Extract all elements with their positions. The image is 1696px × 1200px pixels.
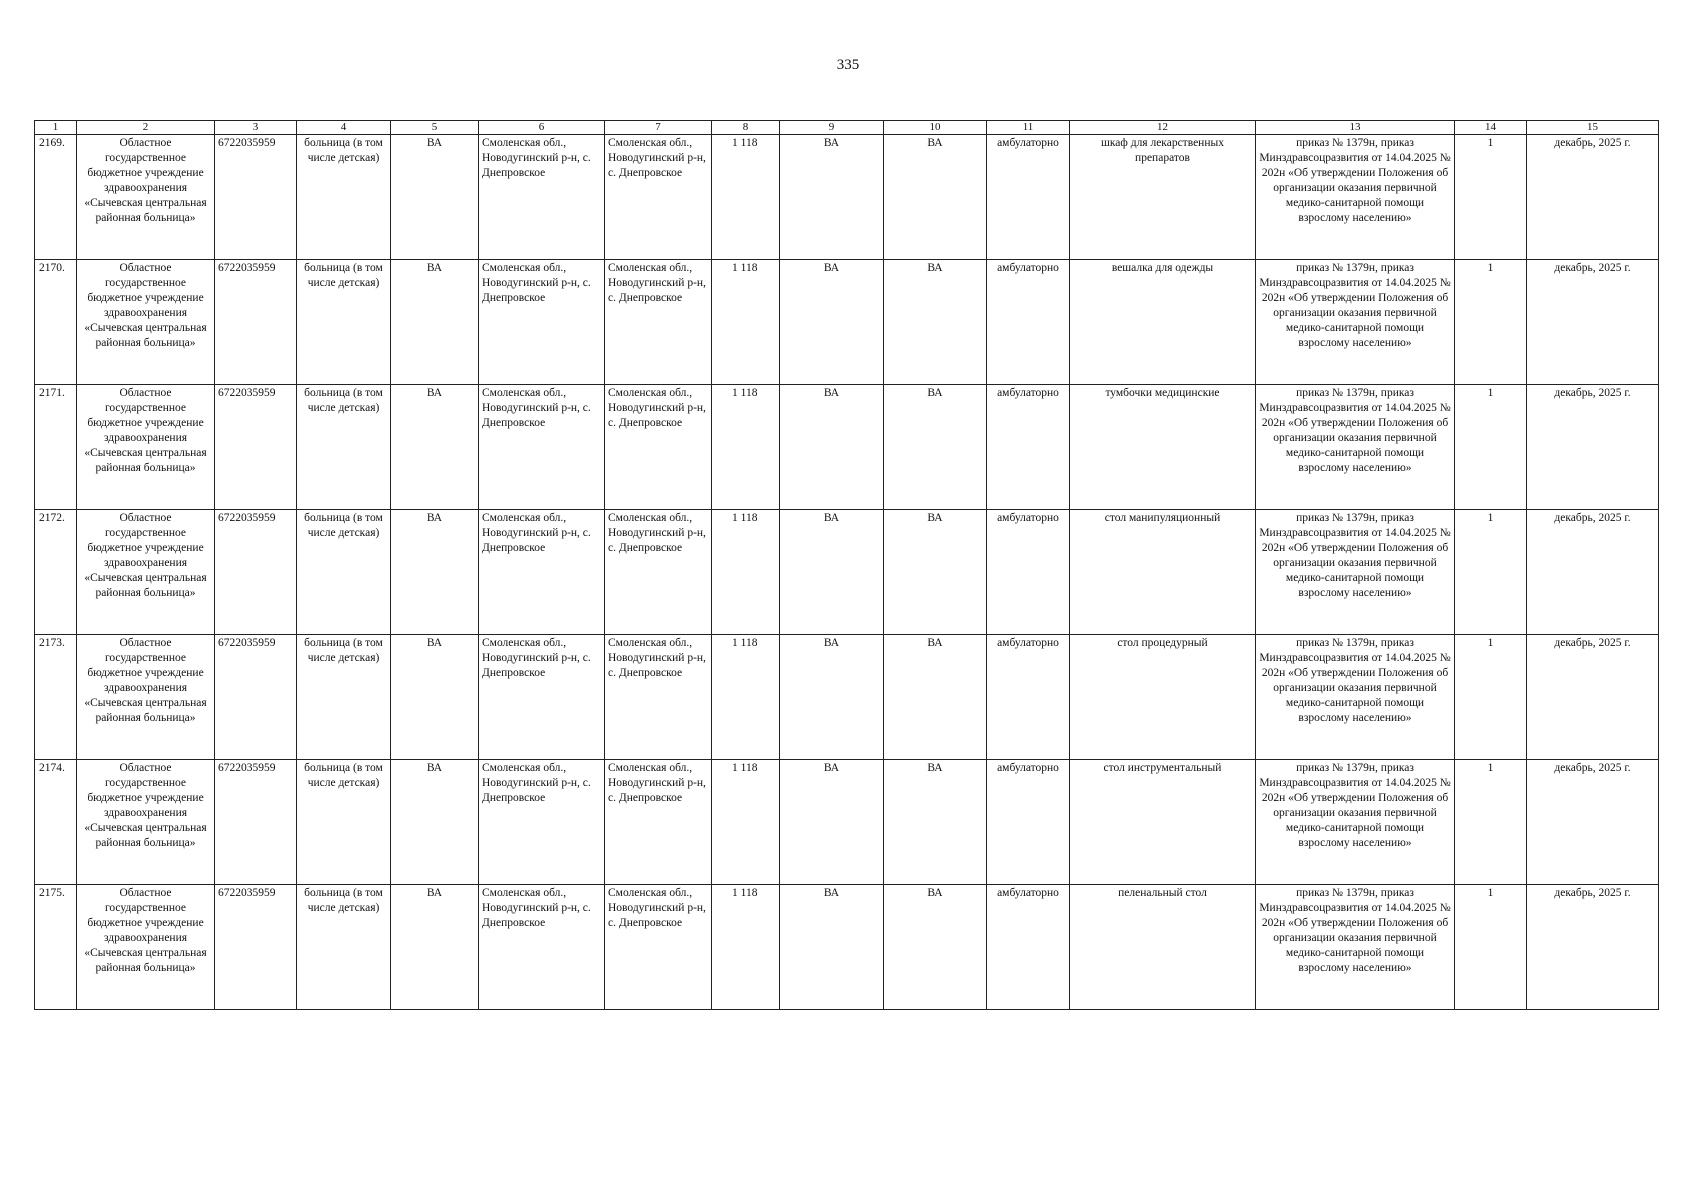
column-header-8: 8 — [712, 121, 780, 135]
legal-address: Смоленская обл., Новодугинский р-н, с. Днепровское — [479, 385, 605, 510]
column-header-5: 5 — [391, 121, 479, 135]
column-header-3: 3 — [215, 121, 297, 135]
organization-name: Областное государственное бюджетное учреждение здравоохранения «Сычевская центральная районная больница» — [77, 885, 215, 1010]
legal-address: Смоленская обл., Новодугинский р-н, с. Днепровское — [479, 885, 605, 1010]
oktmo-code: 1 118 — [712, 135, 780, 260]
legal-basis: приказ № 1379н, приказ Минздравсоцразвития от 14.04.2025 № 202н «Об утверждении Положения об организации оказания первичной медико-санитарной помощи взрослому населению» — [1256, 510, 1455, 635]
legal-basis: приказ № 1379н, приказ Минздравсоцразвития от 14.04.2025 № 202н «Об утверждении Положения об организации оказания первичной медико-санитарной помощи взрослому населению» — [1256, 885, 1455, 1010]
column-5-value: ВА — [391, 385, 479, 510]
column-header-9: 9 — [780, 121, 884, 135]
inn-code: 6722035959 — [215, 635, 297, 760]
column-header-6: 6 — [479, 121, 605, 135]
legal-address: Смоленская обл., Новодугинский р-н, с. Днепровское — [479, 760, 605, 885]
organization-name: Областное государственное бюджетное учреждение здравоохранения «Сычевская центральная районная больница» — [77, 260, 215, 385]
column-header-10: 10 — [884, 121, 987, 135]
organization-name: Областное государственное бюджетное учреждение здравоохранения «Сычевская центральная районная больница» — [77, 510, 215, 635]
delivery-date: декабрь, 2025 г. — [1527, 760, 1659, 885]
row-number: 2175. — [35, 885, 77, 1010]
quantity: 1 — [1455, 885, 1527, 1010]
legal-address: Смоленская обл., Новодугинский р-н, с. Днепровское — [479, 135, 605, 260]
table-row — [35, 510, 1659, 635]
quantity: 1 — [1455, 385, 1527, 510]
actual-address: Смоленская обл., Новодугинский р-н, с. Днепровское — [605, 385, 712, 510]
column-header-7: 7 — [605, 121, 712, 135]
column-9-value: ВА — [780, 135, 884, 260]
inn-code: 6722035959 — [215, 135, 297, 260]
delivery-date: декабрь, 2025 г. — [1527, 635, 1659, 760]
row-number: 2171. — [35, 385, 77, 510]
quantity: 1 — [1455, 260, 1527, 385]
column-10-value: ВА — [884, 510, 987, 635]
actual-address: Смоленская обл., Новодугинский р-н, с. Днепровское — [605, 260, 712, 385]
legal-address: Смоленская обл., Новодугинский р-н, с. Днепровское — [479, 635, 605, 760]
care-mode: амбулаторно — [987, 260, 1070, 385]
actual-address: Смоленская обл., Новодугинский р-н, с. Днепровское — [605, 135, 712, 260]
care-mode: амбулаторно — [987, 385, 1070, 510]
table-row — [35, 885, 1659, 1010]
column-10-value: ВА — [884, 760, 987, 885]
facility-type: больница (в том числе детская) — [297, 260, 391, 385]
legal-basis: приказ № 1379н, приказ Минздравсоцразвития от 14.04.2025 № 202н «Об утверждении Положения об организации оказания первичной медико-санитарной помощи взрослому населению» — [1256, 635, 1455, 760]
inn-code: 6722035959 — [215, 385, 297, 510]
organization-name: Областное государственное бюджетное учреждение здравоохранения «Сычевская центральная районная больница» — [77, 760, 215, 885]
column-header-12: 12 — [1070, 121, 1256, 135]
column-5-value: ВА — [391, 885, 479, 1010]
page-number: 335 — [836, 57, 860, 73]
legal-basis: приказ № 1379н, приказ Минздравсоцразвития от 14.04.2025 № 202н «Об утверждении Положения об организации оказания первичной медико-санитарной помощи взрослому населению» — [1256, 135, 1455, 260]
column-number-row — [35, 121, 1659, 135]
column-header-13: 13 — [1256, 121, 1455, 135]
inn-code: 6722035959 — [215, 760, 297, 885]
table-row — [35, 135, 1659, 260]
quantity: 1 — [1455, 760, 1527, 885]
oktmo-code: 1 118 — [712, 635, 780, 760]
organization-name: Областное государственное бюджетное учреждение здравоохранения «Сычевская центральная районная больница» — [77, 135, 215, 260]
actual-address: Смоленская обл., Новодугинский р-н, с. Днепровское — [605, 885, 712, 1010]
facility-type: больница (в том числе детская) — [297, 885, 391, 1010]
delivery-date: декабрь, 2025 г. — [1527, 885, 1659, 1010]
actual-address: Смоленская обл., Новодугинский р-н, с. Днепровское — [605, 635, 712, 760]
column-5-value: ВА — [391, 260, 479, 385]
inn-code: 6722035959 — [215, 510, 297, 635]
legal-basis: приказ № 1379н, приказ Минздравсоцразвития от 14.04.2025 № 202н «Об утверждении Положения об организации оказания первичной медико-санитарной помощи взрослому населению» — [1256, 385, 1455, 510]
actual-address: Смоленская обл., Новодугинский р-н, с. Днепровское — [605, 760, 712, 885]
facility-type: больница (в том числе детская) — [297, 760, 391, 885]
column-9-value: ВА — [780, 760, 884, 885]
column-9-value: ВА — [780, 635, 884, 760]
oktmo-code: 1 118 — [712, 260, 780, 385]
equipment-item: шкаф для лекарственных препаратов — [1070, 135, 1256, 260]
column-10-value: ВА — [884, 260, 987, 385]
column-5-value: ВА — [391, 510, 479, 635]
row-number: 2172. — [35, 510, 77, 635]
column-9-value: ВА — [780, 510, 884, 635]
facility-type: больница (в том числе детская) — [297, 510, 391, 635]
facility-type: больница (в том числе детская) — [297, 635, 391, 760]
column-header-1: 1 — [35, 121, 77, 135]
row-number: 2169. — [35, 135, 77, 260]
care-mode: амбулаторно — [987, 135, 1070, 260]
oktmo-code: 1 118 — [712, 510, 780, 635]
equipment-item: вешалка для одежды — [1070, 260, 1256, 385]
column-header-15: 15 — [1527, 121, 1659, 135]
table-row — [35, 635, 1659, 760]
column-5-value: ВА — [391, 760, 479, 885]
legal-basis: приказ № 1379н, приказ Минздравсоцразвития от 14.04.2025 № 202н «Об утверждении Положения об организации оказания первичной медико-санитарной помощи взрослому населению» — [1256, 760, 1455, 885]
column-9-value: ВА — [780, 885, 884, 1010]
actual-address: Смоленская обл., Новодугинский р-н, с. Днепровское — [605, 510, 712, 635]
inn-code: 6722035959 — [215, 885, 297, 1010]
column-10-value: ВА — [884, 135, 987, 260]
oktmo-code: 1 118 — [712, 385, 780, 510]
equipment-item: стол процедурный — [1070, 635, 1256, 760]
row-number: 2173. — [35, 635, 77, 760]
quantity: 1 — [1455, 635, 1527, 760]
equipment-item: пеленальный стол — [1070, 885, 1256, 1010]
delivery-date: декабрь, 2025 г. — [1527, 385, 1659, 510]
table-row — [35, 260, 1659, 385]
legal-address: Смоленская обл., Новодугинский р-н, с. Днепровское — [479, 510, 605, 635]
equipment-item: стол инструментальный — [1070, 760, 1256, 885]
column-9-value: ВА — [780, 385, 884, 510]
delivery-date: декабрь, 2025 г. — [1527, 260, 1659, 385]
column-5-value: ВА — [391, 635, 479, 760]
facility-type: больница (в том числе детская) — [297, 385, 391, 510]
column-10-value: ВА — [884, 385, 987, 510]
oktmo-code: 1 118 — [712, 885, 780, 1010]
column-10-value: ВА — [884, 635, 987, 760]
registry-table — [34, 120, 1659, 1010]
column-header-4: 4 — [297, 121, 391, 135]
quantity: 1 — [1455, 135, 1527, 260]
delivery-date: декабрь, 2025 г. — [1527, 135, 1659, 260]
care-mode: амбулаторно — [987, 760, 1070, 885]
inn-code: 6722035959 — [215, 260, 297, 385]
column-9-value: ВА — [780, 260, 884, 385]
facility-type: больница (в том числе детская) — [297, 135, 391, 260]
legal-basis: приказ № 1379н, приказ Минздравсоцразвития от 14.04.2025 № 202н «Об утверждении Положения об организации оказания первичной медико-санитарной помощи взрослому населению» — [1256, 260, 1455, 385]
organization-name: Областное государственное бюджетное учреждение здравоохранения «Сычевская центральная районная больница» — [77, 385, 215, 510]
care-mode: амбулаторно — [987, 510, 1070, 635]
table-body — [35, 135, 1659, 1010]
row-number: 2170. — [35, 260, 77, 385]
table-row — [35, 760, 1659, 885]
quantity: 1 — [1455, 510, 1527, 635]
column-header-11: 11 — [987, 121, 1070, 135]
delivery-date: декабрь, 2025 г. — [1527, 510, 1659, 635]
row-number: 2174. — [35, 760, 77, 885]
equipment-item: стол манипуляционный — [1070, 510, 1256, 635]
column-header-14: 14 — [1455, 121, 1527, 135]
oktmo-code: 1 118 — [712, 760, 780, 885]
organization-name: Областное государственное бюджетное учреждение здравоохранения «Сычевская центральная районная больница» — [77, 635, 215, 760]
column-header-2: 2 — [77, 121, 215, 135]
column-10-value: ВА — [884, 885, 987, 1010]
care-mode: амбулаторно — [987, 885, 1070, 1010]
legal-address: Смоленская обл., Новодугинский р-н, с. Днепровское — [479, 260, 605, 385]
equipment-item: тумбочки медицинские — [1070, 385, 1256, 510]
table-row — [35, 385, 1659, 510]
care-mode: амбулаторно — [987, 635, 1070, 760]
column-5-value: ВА — [391, 135, 479, 260]
